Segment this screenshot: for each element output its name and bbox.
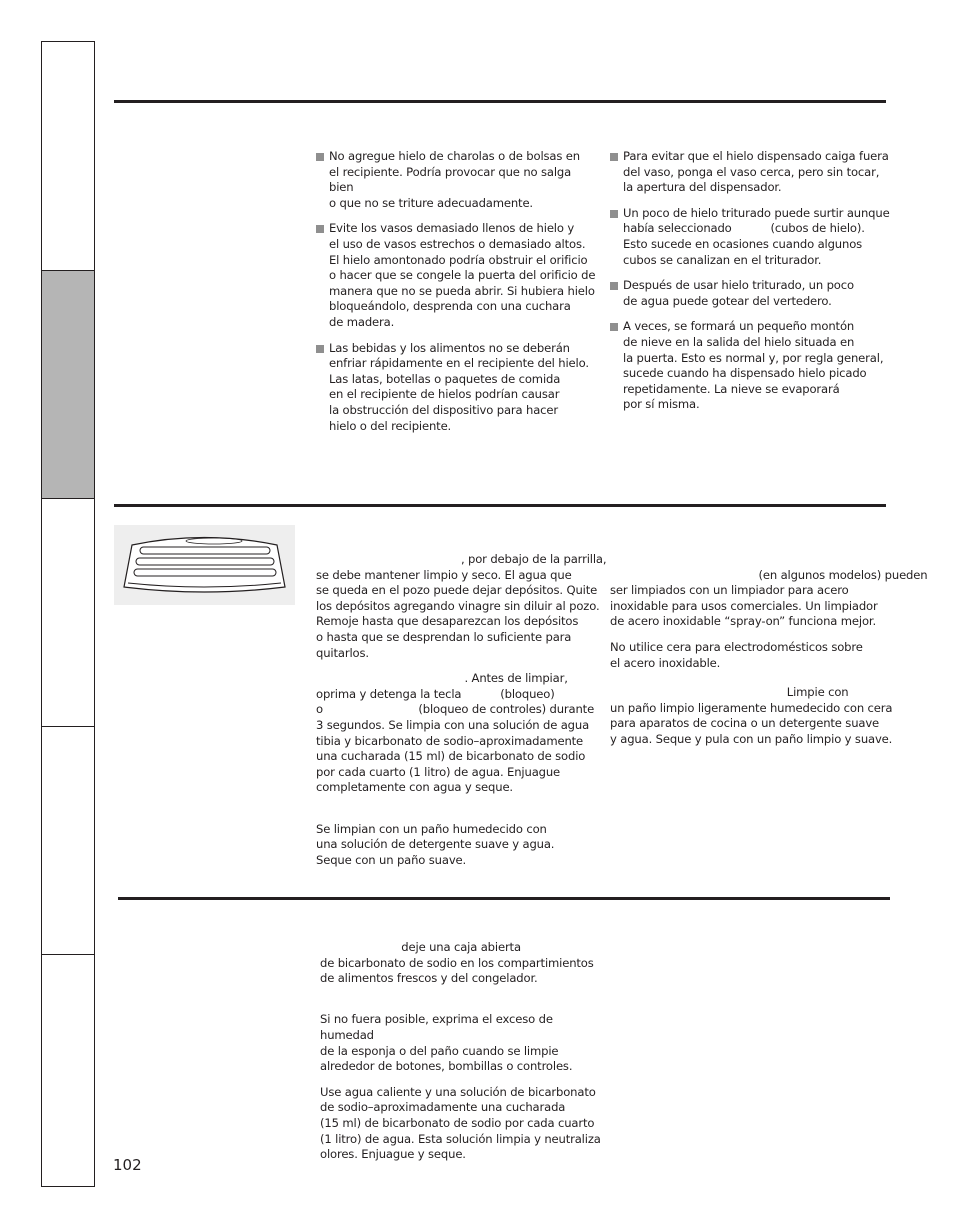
text-line: hielo o del recipiente. <box>329 418 452 433</box>
side-tab-1[interactable] <box>41 41 95 271</box>
text-line: (en algunos modelos) pueden <box>610 567 928 582</box>
text-line: o (bloqueo de controles) durante <box>316 702 595 717</box>
ice-bullet <box>610 149 890 196</box>
text-line: (15 ml) de bicarbonato de sodio por cada cuarto <box>320 1115 595 1130</box>
section-rule-odors <box>118 897 890 900</box>
ice-bullet <box>610 278 890 309</box>
text-line: manera que no se pueda abrir. Si hubiera hielo <box>329 283 595 298</box>
text-line: el uso de vasos estrechos o demasiado altos. <box>329 236 586 251</box>
text-line: los depósitos agregando vinagre sin diluir al pozo. <box>316 598 600 613</box>
text-line: bloqueándolo, desprenda con una cuchara <box>329 299 571 314</box>
bullet-square-icon <box>610 323 618 331</box>
text-line <box>316 806 606 822</box>
ice-bullet <box>316 341 596 435</box>
text-line: la puerta. Esto es normal y, por regla general, <box>623 350 884 365</box>
text-line: inoxidable para usos comerciales. Un limpiador <box>610 598 878 613</box>
cleaning-paragraph <box>610 640 900 671</box>
text-line: deje una caja abierta <box>320 940 521 954</box>
text-line: quitarlos. <box>316 645 369 660</box>
side-tab-2-active[interactable] <box>41 270 95 499</box>
text-line: 3 segundos. Se limpia con una solución de agua <box>316 717 590 732</box>
text-line: El hielo amontonado podría obstruir el orificio <box>329 252 588 267</box>
bullet-square-icon <box>316 225 324 233</box>
text-line: Seque con un paño suave. <box>316 852 467 867</box>
text-line: un paño limpio ligeramente humedecido con cera <box>610 700 893 715</box>
text-line: la apertura del dispensador. <box>623 180 782 195</box>
section-rule-ice <box>114 100 886 103</box>
side-tab-5[interactable] <box>41 954 95 1187</box>
text-line: Un poco de hielo triturado puede surtir aunque <box>623 205 890 220</box>
text-line: de alimentos frescos y del congelador. <box>320 971 538 986</box>
text-line <box>610 552 900 568</box>
text-line: ser limpiados con un limpiador para acero <box>610 583 849 598</box>
text-line: Se limpian con un paño humedecido con <box>316 821 547 836</box>
text-line: cubos se canalizan en el triturador. <box>623 252 822 267</box>
page-number: 102 <box>113 1156 142 1174</box>
text-line: olores. Enjuague y seque. <box>320 1147 466 1162</box>
text-line: . Antes de limpiar, <box>316 671 568 686</box>
text-line: se queda en el pozo puede dejar depósitos. Quite <box>316 583 598 598</box>
text-line: de madera. <box>329 314 395 329</box>
ice-bullet <box>316 149 596 211</box>
ice-right-column <box>610 149 890 423</box>
text-line: Las bebidas y los alimentos no se deberán <box>329 340 570 355</box>
text-line: sucede cuando ha dispensado hielo picado <box>623 366 867 381</box>
text-line: o hacer que se congele la puerta del orificio de <box>329 268 596 283</box>
text-line: en el recipiente de hielos podrían causar <box>329 387 560 402</box>
ice-bullet <box>316 221 596 330</box>
text-line: la obstrucción del dispositivo para hacer <box>329 402 558 417</box>
text-line: de la esponja o del paño cuando se limpie <box>320 1043 559 1058</box>
text-line: una cucharada (15 ml) de bicarbonato de sodio <box>316 749 586 764</box>
cleaning-paragraph <box>316 671 606 796</box>
text-line: una solución de detergente suave y agua. <box>316 837 555 852</box>
cleaning-right-column <box>610 552 928 758</box>
text-line: o hasta que se desprendan lo suficiente para <box>316 629 572 644</box>
side-tab-3[interactable] <box>41 498 95 727</box>
text-line: de bicarbonato de sodio en los compartimientos <box>320 955 594 970</box>
text-line: No agregue hielo de charolas o de bolsas en <box>329 149 580 163</box>
text-line: oprima y detenga la tecla (bloqueo) <box>316 686 555 701</box>
text-line: Después de usar hielo triturado, un poco <box>623 278 854 293</box>
odors-paragraph <box>320 997 610 1075</box>
text-line: por sí misma. <box>623 397 700 412</box>
section-rule-cleaning <box>114 504 886 507</box>
text-line: Esto sucede en ocasiones cuando algunos <box>623 236 863 251</box>
dispenser-grille-illustration <box>114 525 295 605</box>
bullet-square-icon <box>610 153 618 161</box>
text-line: alrededor de botones, bombillas o controles. <box>320 1059 573 1074</box>
text-line: Use agua caliente y una solución de bicarbonato <box>320 1084 596 1099</box>
text-line: y agua. Seque y pula con un paño limpio y suave. <box>610 731 893 746</box>
text-line: de agua puede gotear del vertedero. <box>623 293 832 308</box>
text-line: Las latas, botellas o paquetes de comida <box>329 371 561 386</box>
text-line: Remoje hasta que desaparezcan los depósitos <box>316 614 579 629</box>
text-line: de nieve en la salida del hielo situada en <box>623 334 855 349</box>
text-line: tibia y bicarbonato de sodio–aproximadamente <box>316 733 584 748</box>
cleaning-paragraph <box>316 806 606 868</box>
text-line: (1 litro) de agua. Esta solución limpia y neutraliza <box>320 1131 601 1146</box>
odors-column <box>320 940 610 1173</box>
bullet-square-icon <box>610 282 618 290</box>
cleaning-paragraph <box>610 552 928 630</box>
odors-paragraph <box>320 940 610 987</box>
ice-bullet <box>610 319 890 413</box>
text-line: Si no fuera posible, exprima el exceso de humedad <box>320 1012 553 1042</box>
text-line: el recipiente. Podría provocar que no salga bien <box>329 164 572 195</box>
text-line: para aparatos de cocina o un detergente suave <box>610 716 880 731</box>
text-line: o que no se triture adecuadamente. <box>329 195 533 210</box>
cleaning-left-column <box>316 552 606 878</box>
odors-paragraph <box>320 1085 610 1163</box>
text-line: Para evitar que el hielo dispensado caiga fuera <box>623 149 889 163</box>
text-line: se debe mantener limpio y seco. El agua que <box>316 567 572 582</box>
cleaning-paragraph <box>610 685 900 747</box>
bullet-square-icon <box>316 153 324 161</box>
text-line: A veces, se formará un pequeño montón <box>623 319 855 334</box>
text-line <box>320 997 610 1013</box>
text-line: completamente con agua y seque. <box>316 780 513 795</box>
cleaning-paragraph <box>316 552 606 661</box>
ice-left-column <box>316 149 596 444</box>
bullet-square-icon <box>316 345 324 353</box>
text-line: Limpie con <box>610 685 849 700</box>
bullet-square-icon <box>610 210 618 218</box>
grille-drawing <box>114 525 295 605</box>
text-line: el acero inoxidable. <box>610 655 721 670</box>
text-line: por cada cuarto (1 litro) de agua. Enjuague <box>316 764 561 779</box>
text-line: de sodio–aproximadamente una cucharada <box>320 1100 566 1115</box>
text-line: de acero inoxidable “spray-on” funciona mejor. <box>610 614 876 629</box>
text-line: repetidamente. La nieve se evaporará <box>623 381 840 396</box>
text-line: No utilice cera para electrodomésticos sobre <box>610 639 863 654</box>
ice-bullet <box>610 206 890 268</box>
text-line: enfriar rápidamente en el recipiente del hielo. <box>329 356 589 371</box>
text-line: Evite los vasos demasiado llenos de hielo y <box>329 221 575 236</box>
side-tab-4[interactable] <box>41 726 95 955</box>
text-line: había seleccionado (cubos de hielo). <box>623 221 865 236</box>
text-line: del vaso, ponga el vaso cerca, pero sin tocar, <box>623 164 880 179</box>
text-line: , por debajo de la parrilla, <box>316 552 607 566</box>
